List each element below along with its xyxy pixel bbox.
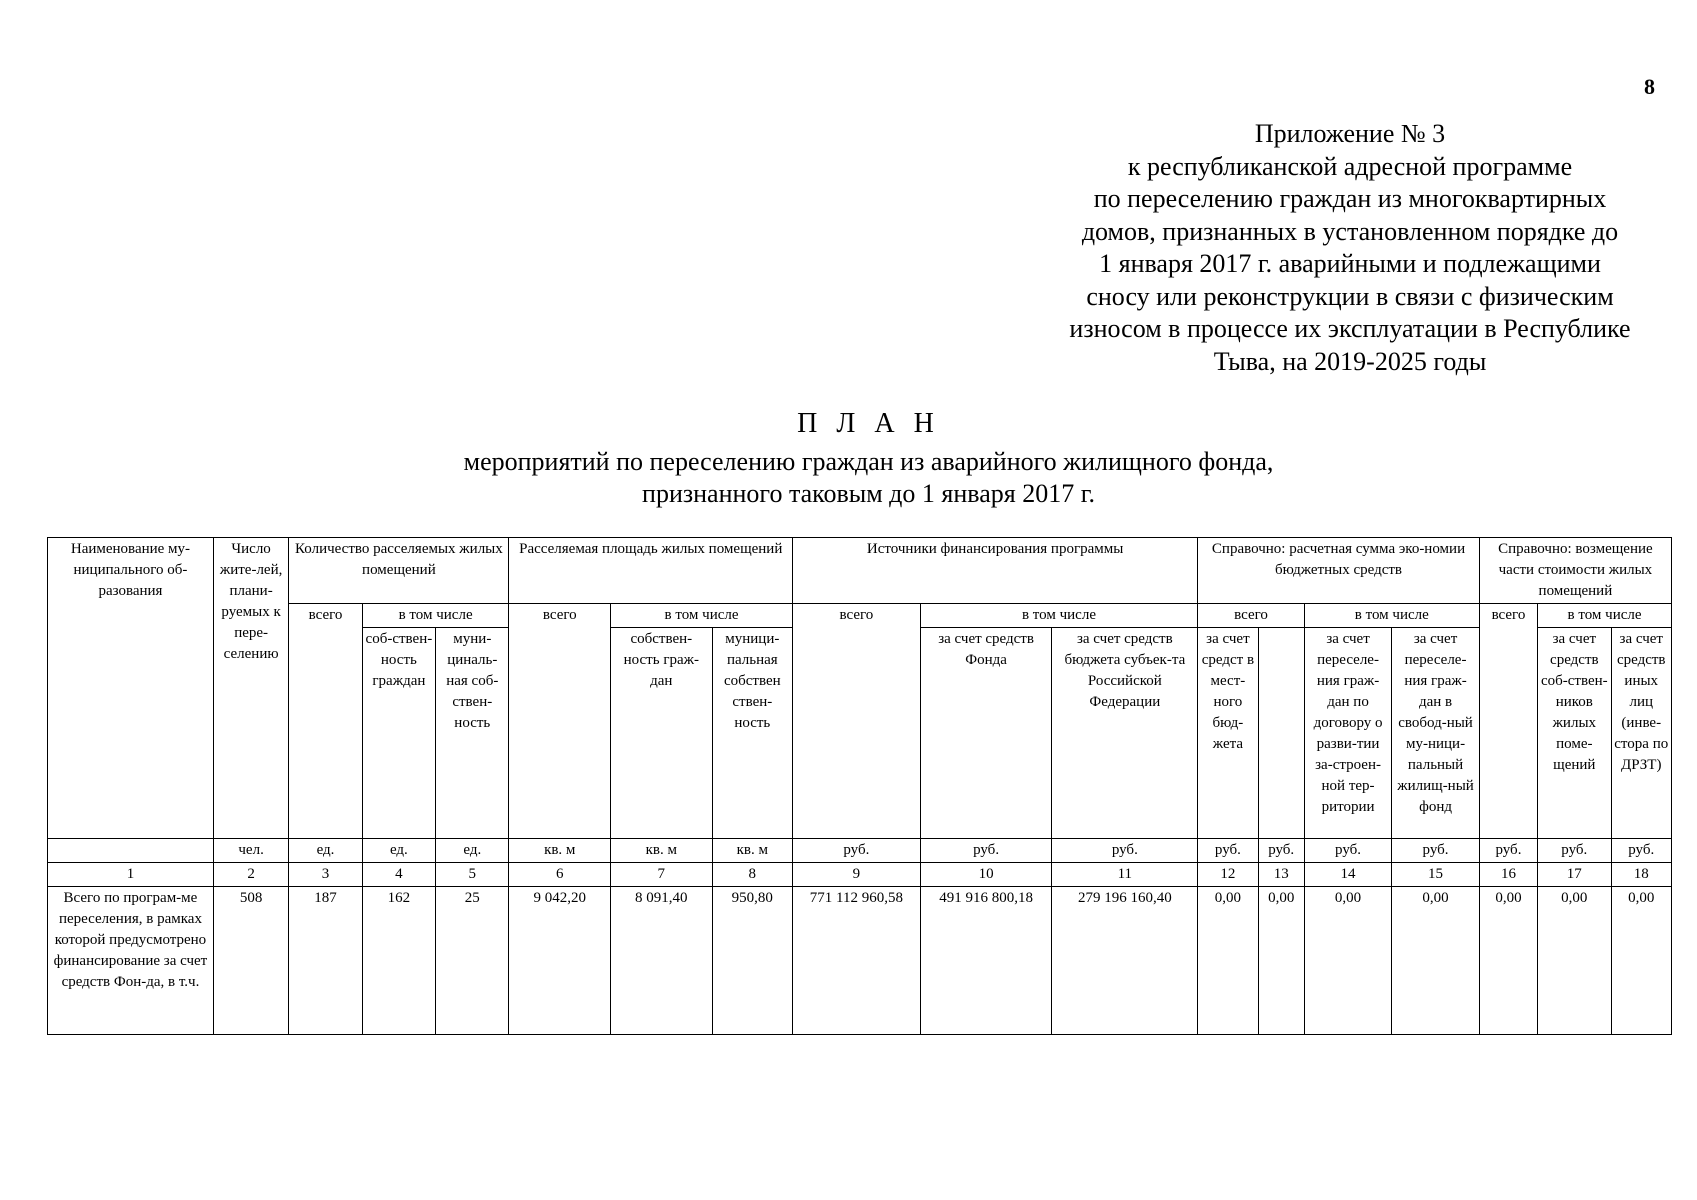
column-number: 6 xyxy=(509,863,611,887)
unit-cell: руб. xyxy=(1198,839,1258,863)
column-number: 4 xyxy=(362,863,435,887)
value-qty-municipal: 25 xyxy=(436,887,509,1035)
header-row-subgroups xyxy=(48,604,1672,628)
unit-cell: ед. xyxy=(436,839,509,863)
header-fin-subject: за счет средств бюджета субъек-та Российской Федерации xyxy=(1052,628,1198,839)
value-area-total: 9 042,20 xyxy=(509,887,611,1035)
column-number: 10 xyxy=(920,863,1052,887)
unit-cell xyxy=(48,839,214,863)
header-area-including: в том числе xyxy=(611,604,793,628)
page-number: 8 xyxy=(1644,74,1655,99)
plan-subtitle-line: мероприятий по переселению граждан из аварийного жилищного фонда, xyxy=(463,447,1274,476)
column-number: 15 xyxy=(1392,863,1480,887)
unit-cell: ед. xyxy=(289,839,362,863)
unit-cell: руб. xyxy=(1538,839,1611,863)
column-number: 1 xyxy=(48,863,214,887)
plan-subtitle-line: признанного таковым до 1 января 2017 г. xyxy=(642,479,1095,508)
column-number: 2 xyxy=(213,863,288,887)
value-fin-total: 771 112 960,58 xyxy=(793,887,921,1035)
value-fin-subject: 279 196 160,40 xyxy=(1052,887,1198,1035)
value-comp-total: 0,00 xyxy=(1479,887,1537,1035)
header-area-total: всего xyxy=(509,604,611,839)
unit-cell: руб. xyxy=(1611,839,1672,863)
appendix-line: к республиканской адресной программе xyxy=(1127,151,1573,181)
unit-cell: руб. xyxy=(793,839,921,863)
value-area-own: 8 091,40 xyxy=(611,887,713,1035)
plan-subtitle xyxy=(0,446,1697,510)
unit-cell: чел. xyxy=(213,839,288,863)
header-savings-blank xyxy=(1258,628,1304,839)
column-number: 11 xyxy=(1052,863,1198,887)
appendix-line: 1 января 2017 г. аварийными и подлежащими xyxy=(1099,249,1601,278)
column-number: 8 xyxy=(712,863,792,887)
units-row xyxy=(48,839,1672,863)
header-savings-including: в том числе xyxy=(1304,604,1479,628)
unit-cell: руб. xyxy=(1479,839,1537,863)
resettlement-plan-table xyxy=(47,537,1672,1035)
column-number: 7 xyxy=(611,863,713,887)
appendix-line: Приложение № 3 xyxy=(1254,119,1446,148)
unit-cell: кв. м xyxy=(509,839,611,863)
header-qty-own: соб-ствен-ность граждан xyxy=(362,628,435,839)
header-municipality: Наименование му-ниципального об-разования xyxy=(48,538,214,839)
unit-cell: руб. xyxy=(1052,839,1198,863)
header-area-own: собствен-ность граж-дан xyxy=(611,628,713,839)
value-residents: 508 xyxy=(213,887,288,1035)
value-savings-local: 0,00 xyxy=(1198,887,1258,1035)
column-number: 18 xyxy=(1611,863,1672,887)
unit-cell: руб. xyxy=(1304,839,1391,863)
header-ref-compensation: Справочно: возмещение части стоимости жилых помещений xyxy=(1479,538,1671,604)
header-fin-total: всего xyxy=(793,604,921,839)
appendix-header xyxy=(1030,118,1670,378)
unit-cell: кв. м xyxy=(611,839,713,863)
value-savings-development: 0,00 xyxy=(1304,887,1391,1035)
header-savings-local: за счет средст в мест-ного бюд-жета xyxy=(1198,628,1258,839)
header-savings-free-fund: за счет переселе-ния граж-дан в свобод-ный му-ници-пальный жилищ-ный фонд xyxy=(1392,628,1480,839)
header-area-municipal: муници-пальная собствен ствен-ность xyxy=(712,628,792,839)
value-fin-fund: 491 916 800,18 xyxy=(920,887,1052,1035)
column-number: 9 xyxy=(793,863,921,887)
value-area-municipal: 950,80 xyxy=(712,887,792,1035)
header-fin-fund: за счет средств Фонда xyxy=(920,628,1052,839)
table-row xyxy=(48,887,1672,1035)
header-qty-group: Количество расселяемых жилых помещений xyxy=(289,538,509,604)
header-qty-municipal: муни-циналь-ная соб-ствен-ность xyxy=(436,628,509,839)
appendix-line: износом в процессе их эксплуатации в Республике xyxy=(1069,314,1631,343)
header-qty-including: в том числе xyxy=(362,604,509,628)
appendix-line: по переселению граждан из многоквартирных xyxy=(1093,184,1607,213)
column-number: 14 xyxy=(1304,863,1391,887)
header-ref-savings: Справочно: расчетная сумма эко-номии бюджетных средств xyxy=(1198,538,1480,604)
unit-cell: ед. xyxy=(362,839,435,863)
column-number: 3 xyxy=(289,863,362,887)
value-qty-total: 187 xyxy=(289,887,362,1035)
header-row-groups xyxy=(48,538,1672,604)
header-savings-total: всего xyxy=(1198,604,1305,628)
value-comp-others: 0,00 xyxy=(1611,887,1672,1035)
header-financing-group: Источники финансирования программы xyxy=(793,538,1198,604)
column-number: 12 xyxy=(1198,863,1258,887)
column-number: 17 xyxy=(1538,863,1611,887)
header-fin-including: в том числе xyxy=(920,604,1198,628)
header-comp-including: в том числе xyxy=(1538,604,1672,628)
unit-cell: руб. xyxy=(1392,839,1480,863)
value-comp-owners: 0,00 xyxy=(1538,887,1611,1035)
appendix-line: сносу или реконструкции в связи с физическим xyxy=(1086,281,1614,311)
unit-cell: руб. xyxy=(1258,839,1304,863)
header-savings-development: за счет переселе-ния граж-дан по договору о разви-тии за-строен-ной тер-ритории xyxy=(1304,628,1391,839)
column-number: 5 xyxy=(436,863,509,887)
value-qty-own: 162 xyxy=(362,887,435,1035)
unit-cell: руб. xyxy=(920,839,1052,863)
header-comp-owners: за счет средств соб-ствен-ников жилых поме-щений xyxy=(1538,628,1611,839)
appendix-line: домов, признанных в установленном порядке до xyxy=(1081,216,1619,246)
header-comp-total: всего xyxy=(1479,604,1537,839)
plan-title: П Л А Н xyxy=(797,408,940,439)
row-label-total-program: Всего по програм-ме переселения, в рамках которой предусмотрено финансирование за счет средств Фон-да, в т.ч. xyxy=(48,887,214,1035)
header-residents: Число жите-лей, плани-руемых к пере-селению xyxy=(213,538,288,839)
column-number: 13 xyxy=(1258,863,1304,887)
unit-cell: кв. м xyxy=(712,839,792,863)
column-number: 16 xyxy=(1479,863,1537,887)
column-numbers-row xyxy=(48,863,1672,887)
value-savings-free-fund: 0,00 xyxy=(1392,887,1480,1035)
header-area-group: Расселяемая площадь жилых помещений xyxy=(509,538,793,604)
header-qty-total: всего xyxy=(289,604,362,839)
value-savings-other: 0,00 xyxy=(1258,887,1304,1035)
header-comp-others: за счет средств иных лиц (инве-стора по ДРЗТ) xyxy=(1611,628,1672,839)
appendix-line: Тыва, на 2019-2025 годы xyxy=(1213,346,1487,376)
